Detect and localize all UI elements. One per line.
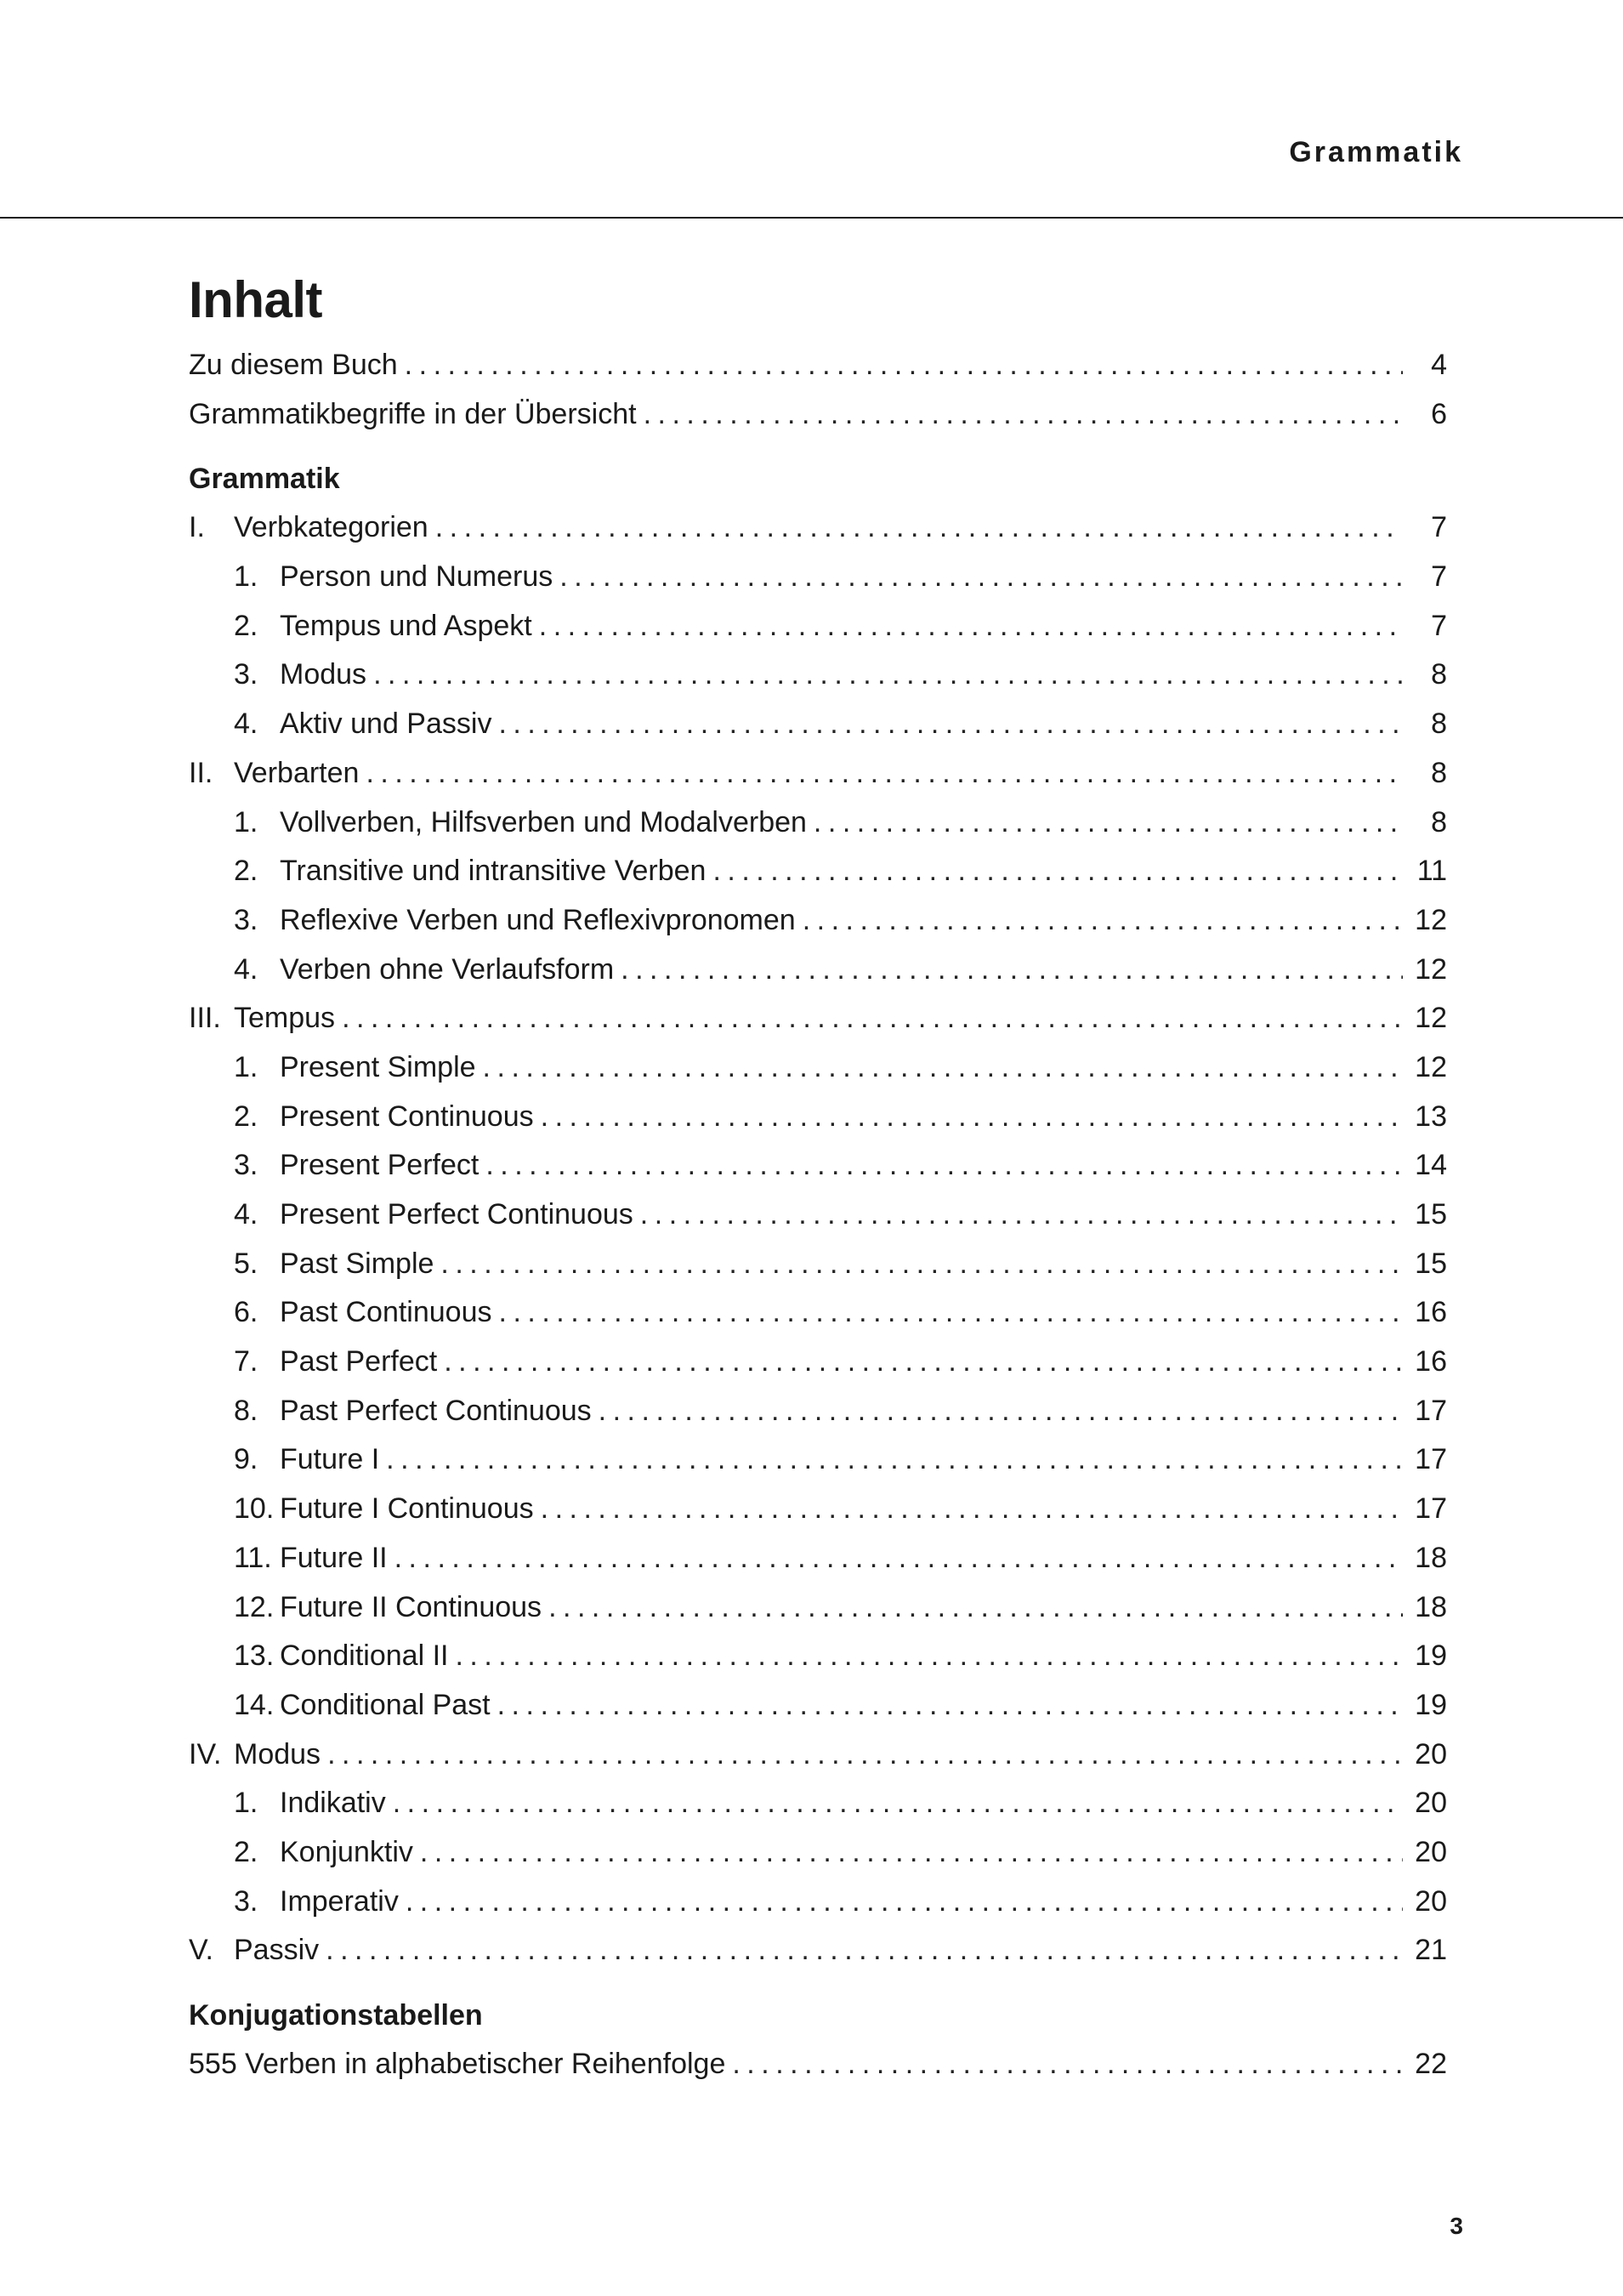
- dot-leader: [599, 1387, 1403, 1436]
- dot-leader: [644, 390, 1403, 440]
- toc-entry-number: IV.: [189, 1737, 222, 1770]
- toc-entry-label: Present Perfect Continuous: [280, 1198, 633, 1230]
- dot-leader: [541, 1093, 1403, 1142]
- dot-leader: [373, 651, 1403, 700]
- toc-entry-label: Future II Continuous: [280, 1590, 542, 1623]
- dot-leader: [621, 946, 1403, 995]
- dot-leader: [483, 1043, 1403, 1093]
- dot-leader: [497, 1681, 1403, 1731]
- page-number: 3: [1450, 2213, 1463, 2239]
- toc-entry-number: 2.: [234, 1100, 258, 1133]
- toc-entry[interactable]: [189, 1141, 1447, 1191]
- toc-entry-page: 8: [1431, 756, 1447, 789]
- toc-entry-page: 19: [1415, 1688, 1447, 1721]
- toc-entry-page: 18: [1415, 1590, 1447, 1623]
- toc-entry-label: Past Simple: [280, 1247, 434, 1280]
- toc-entry-label: Modus: [280, 658, 367, 691]
- toc-entry[interactable]: [189, 602, 1447, 651]
- dot-leader: [405, 341, 1403, 390]
- dot-leader: [803, 896, 1403, 946]
- toc-entry[interactable]: [189, 390, 1447, 440]
- toc-entry-number: 6.: [234, 1296, 258, 1329]
- toc-entry-label: Grammatikbegriffe in der Übersicht: [189, 397, 637, 430]
- toc-entry-page: 20: [1415, 1884, 1447, 1918]
- toc-entry[interactable]: [189, 798, 1447, 848]
- dot-leader: [393, 1779, 1403, 1828]
- toc-entry-page: 7: [1431, 609, 1447, 642]
- toc-entry[interactable]: [189, 1288, 1447, 1338]
- toc-entry-page: 8: [1431, 708, 1447, 741]
- toc-entry-number: I.: [189, 511, 205, 544]
- toc-entry[interactable]: [189, 700, 1447, 749]
- toc-entry[interactable]: [189, 1926, 1447, 1975]
- toc-entry-number: 1.: [234, 1050, 258, 1083]
- toc-entry-page: 16: [1415, 1345, 1447, 1378]
- toc-entry-page: 15: [1415, 1247, 1447, 1280]
- toc-entry-label: Konjunktiv: [280, 1835, 413, 1868]
- dot-leader: [499, 1288, 1404, 1338]
- dot-leader: [548, 1583, 1403, 1633]
- table-of-contents: [189, 255, 1447, 2089]
- dot-leader: [386, 1435, 1403, 1485]
- toc-entry-number: 3.: [234, 658, 258, 691]
- toc-entry-number: 2.: [234, 855, 258, 888]
- toc-entry-label: Verbkategorien: [234, 511, 428, 544]
- toc-entry-label: Future II: [280, 1541, 388, 1574]
- toc-entry-label: Future I: [280, 1443, 380, 1476]
- toc-entry-page: 15: [1415, 1198, 1447, 1230]
- toc-entry[interactable]: [189, 1583, 1447, 1633]
- toc-entry-number: 13.: [234, 1640, 275, 1673]
- header-rule: [0, 217, 1623, 219]
- toc-entry-label: Indikativ: [280, 1787, 386, 1820]
- toc-entry[interactable]: [189, 1534, 1447, 1583]
- toc-entry-number: 3.: [234, 1884, 258, 1918]
- toc-entry-number: III.: [189, 1002, 221, 1035]
- toc-entry-label: Past Perfect: [280, 1345, 438, 1378]
- toc-entry[interactable]: [189, 994, 1447, 1043]
- dot-leader: [640, 1191, 1403, 1240]
- toc-entry-number: 9.: [234, 1443, 258, 1476]
- toc-entry-number: 2.: [234, 609, 258, 642]
- toc-entry-page: 7: [1431, 511, 1447, 544]
- dot-leader: [541, 1485, 1403, 1534]
- dot-leader: [814, 798, 1403, 848]
- dot-leader: [559, 553, 1403, 602]
- toc-entry[interactable]: [189, 503, 1447, 553]
- toc-entry-number: V.: [189, 1934, 214, 1967]
- toc-entry-label: Present Simple: [280, 1050, 476, 1083]
- toc-entry-label: Transitive und intransitive Verben: [280, 855, 707, 888]
- toc-entry-page: 13: [1415, 1100, 1447, 1133]
- dot-leader: [326, 1926, 1403, 1975]
- toc-entry-label: 555 Verben in alphabetischer Reihenfolge: [189, 2048, 726, 2080]
- toc-entry-page: 19: [1415, 1640, 1447, 1673]
- toc-entry-page: 20: [1415, 1835, 1447, 1868]
- toc-entry-page: 16: [1415, 1296, 1447, 1329]
- toc-entry-number: 2.: [234, 1835, 258, 1868]
- dot-leader: [455, 1632, 1403, 1681]
- toc-entry[interactable]: [189, 847, 1447, 896]
- dot-leader: [712, 847, 1403, 896]
- toc-title: Inhalt: [189, 271, 322, 328]
- toc-entry-page: 17: [1415, 1492, 1447, 1526]
- toc-entry[interactable]: [189, 1731, 1447, 1780]
- toc-entry[interactable]: [189, 651, 1447, 700]
- toc-entry-label: Present Continuous: [280, 1100, 534, 1133]
- toc-entry-number: 14.: [234, 1688, 275, 1721]
- toc-entry-number: 1.: [234, 1787, 258, 1820]
- toc-entry-number: 7.: [234, 1345, 258, 1378]
- toc-entry-label: Future I Continuous: [280, 1492, 534, 1526]
- dot-leader: [732, 2040, 1403, 2089]
- toc-entry-page: 17: [1415, 1394, 1447, 1427]
- toc-body: [189, 341, 1447, 2089]
- toc-entry-page: 22: [1415, 2048, 1447, 2080]
- toc-entry[interactable]: [189, 1191, 1447, 1240]
- toc-entry-label: Modus: [234, 1737, 321, 1770]
- toc-entry[interactable]: [189, 2040, 1447, 2089]
- toc-entry-number: 10.: [234, 1492, 275, 1526]
- toc-entry[interactable]: [189, 896, 1447, 946]
- toc-entry[interactable]: [189, 1093, 1447, 1142]
- toc-entry-page: 12: [1415, 1002, 1447, 1035]
- toc-entry-label: Tempus und Aspekt: [280, 609, 532, 642]
- toc-entry-page: 7: [1431, 560, 1447, 594]
- toc-entry-label: Vollverben, Hilfsverben und Modalverben: [280, 805, 807, 838]
- toc-entry-label: Imperativ: [280, 1884, 399, 1918]
- toc-entry[interactable]: [189, 1435, 1447, 1485]
- dot-leader: [406, 1878, 1403, 1927]
- dot-leader: [342, 994, 1403, 1043]
- toc-entry-page: 20: [1415, 1737, 1447, 1770]
- toc-entry[interactable]: [189, 553, 1447, 602]
- toc-entry[interactable]: [189, 1338, 1447, 1387]
- dot-leader: [394, 1534, 1403, 1583]
- toc-entry-number: 3.: [234, 1149, 258, 1182]
- toc-entry-number: 11.: [234, 1541, 272, 1574]
- dot-leader: [539, 602, 1403, 651]
- toc-entry-label: Present Perfect: [280, 1149, 480, 1182]
- toc-entry-number: 1.: [234, 805, 258, 838]
- toc-entry[interactable]: [189, 1632, 1447, 1681]
- running-head: Grammatik: [1289, 136, 1463, 168]
- toc-entry-page: 17: [1415, 1443, 1447, 1476]
- toc-entry-label: Person und Numerus: [280, 560, 553, 594]
- toc-entry[interactable]: [189, 1485, 1447, 1534]
- dot-leader: [366, 749, 1403, 798]
- dot-leader: [444, 1338, 1403, 1387]
- toc-entry[interactable]: [189, 341, 1447, 390]
- toc-entry-label: Passiv: [234, 1934, 320, 1967]
- toc-entry[interactable]: [189, 1387, 1447, 1436]
- toc-entry-number: 4.: [234, 952, 258, 986]
- toc-entry-label: Reflexive Verben und Reflexivpronomen: [280, 903, 796, 936]
- toc-entry-number: 8.: [234, 1394, 258, 1427]
- dot-leader: [498, 700, 1403, 749]
- toc-entry-number: 4.: [234, 1198, 258, 1230]
- toc-section-heading: Grammatik: [189, 463, 340, 496]
- toc-entry-number: 5.: [234, 1247, 258, 1280]
- toc-entry[interactable]: [189, 749, 1447, 798]
- toc-entry-page: 12: [1415, 903, 1447, 936]
- toc-entry-page: 8: [1431, 805, 1447, 838]
- dot-leader: [485, 1141, 1403, 1191]
- toc-entry-page: 8: [1431, 658, 1447, 691]
- toc-entry-number: 3.: [234, 903, 258, 936]
- toc-entry-number: II.: [189, 756, 213, 789]
- toc-entry-page: 21: [1415, 1934, 1447, 1967]
- toc-entry-label: Conditional Past: [280, 1688, 491, 1721]
- toc-entry-page: 6: [1431, 397, 1447, 430]
- toc-entry-number: 4.: [234, 708, 258, 741]
- toc-entry-label: Zu diesem Buch: [189, 349, 398, 381]
- dot-leader: [420, 1828, 1403, 1878]
- toc-entry[interactable]: [189, 1828, 1447, 1878]
- toc-entry-page: 12: [1415, 952, 1447, 986]
- toc-entry[interactable]: [189, 1681, 1447, 1731]
- toc-entry-page: 18: [1415, 1541, 1447, 1574]
- toc-entry-number: 12.: [234, 1590, 275, 1623]
- toc-section-heading: Konjugationstabellen: [189, 1999, 483, 2032]
- toc-entry-page: 14: [1415, 1149, 1447, 1182]
- toc-entry-label: Past Continuous: [280, 1296, 492, 1329]
- toc-entry-label: Verbarten: [234, 756, 360, 789]
- toc-entry[interactable]: [189, 1240, 1447, 1289]
- toc-entry[interactable]: [189, 1043, 1447, 1093]
- toc-entry[interactable]: [189, 1878, 1447, 1927]
- toc-entry[interactable]: [189, 946, 1447, 995]
- dot-leader: [440, 1240, 1403, 1289]
- toc-entry-label: Tempus: [234, 1002, 336, 1035]
- toc-entry-label: Conditional II: [280, 1640, 449, 1673]
- toc-entry-number: 1.: [234, 560, 258, 594]
- toc-entry[interactable]: [189, 1779, 1447, 1828]
- toc-entry-label: Aktiv und Passiv: [280, 708, 492, 741]
- toc-entry-label: Past Perfect Continuous: [280, 1394, 592, 1427]
- toc-entry-label: Verben ohne Verlaufsform: [280, 952, 615, 986]
- toc-entry-page: 11: [1416, 855, 1447, 888]
- toc-entry-page: 20: [1415, 1787, 1447, 1820]
- dot-leader: [327, 1731, 1403, 1780]
- dot-leader: [435, 503, 1403, 553]
- toc-entry-page: 12: [1415, 1050, 1447, 1083]
- toc-entry-page: 4: [1431, 349, 1447, 381]
